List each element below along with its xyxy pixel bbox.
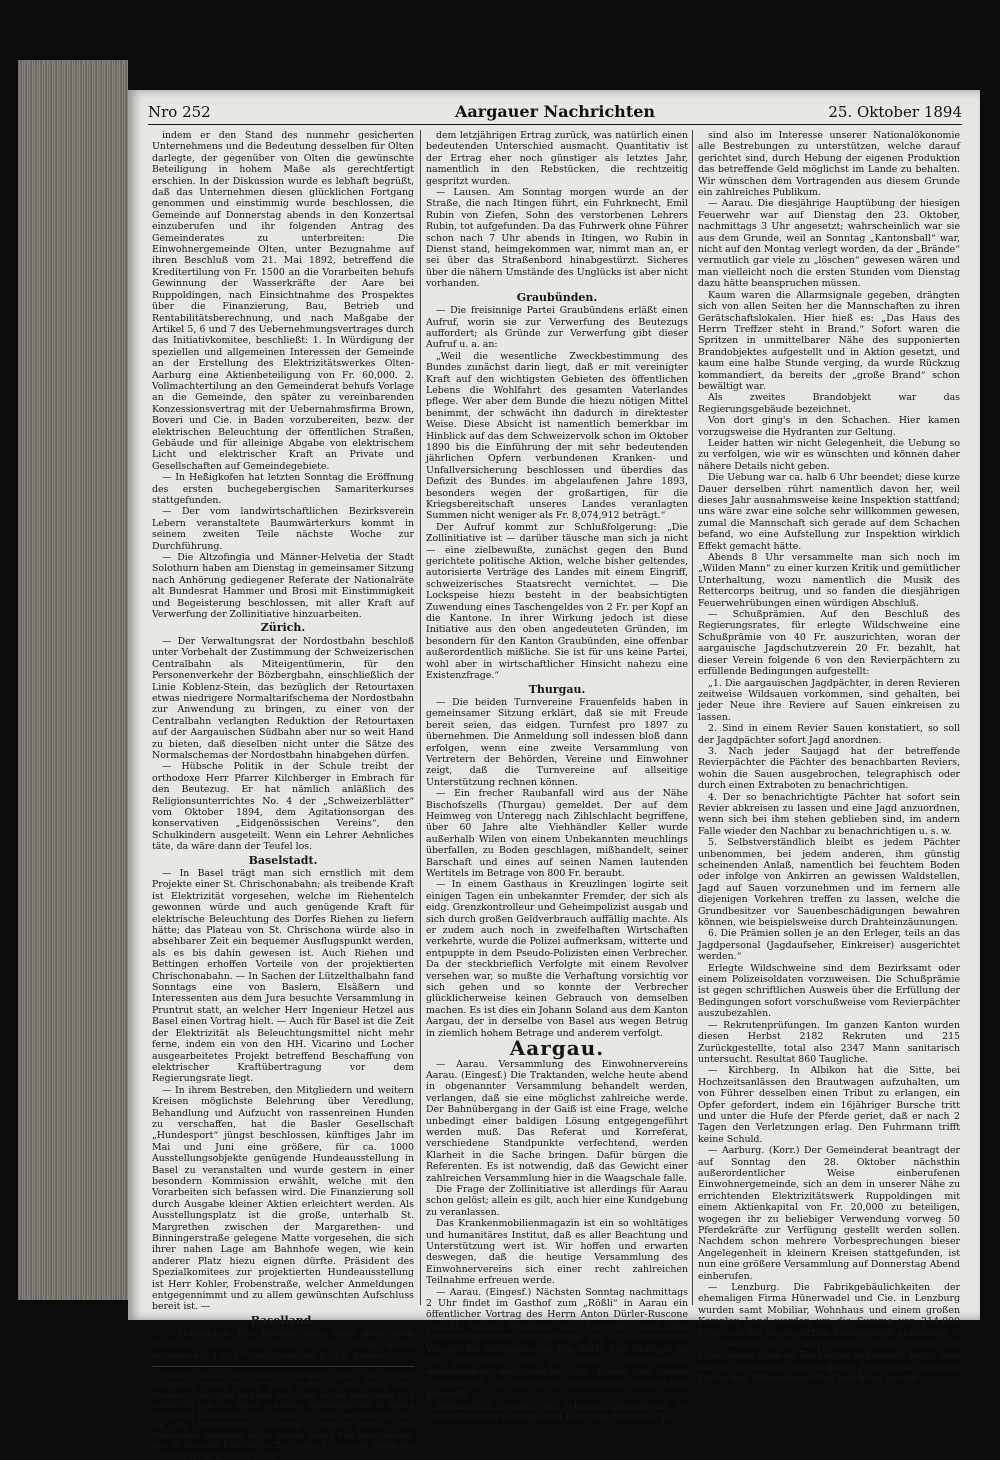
- article-paragraph: — Aarau. Die diesjährige Hauptübung der hiesigen Feuerwehr war auf Dienstag den 23. Oktober, nachmittags 3 Uhr angesetzt; wahrscheinlich war sie aus dem Grunde, weil an Sonntag „Kantonsball“ war, nicht auf den Montag verlegt worden, da der „Brände“ vermutlich gar viele zu „löschen“ gewesen wären und man vielleicht noch die ersten Stunden vom Dienstag dazu hätte beanspruchen müssen.: [698, 198, 960, 290]
- article-paragraph: — Reinach. In der Bierbrauerei Glaser erfolgte, als Frau Glaser eben im Kochherde angefeuert hatte, eine starke Detonation und ein ganze Feuermand zwischen Küche und Wohnzimmer flog krachend ausein-: [698, 1339, 960, 1385]
- article-paragraph: „Weil die wesentliche Zweckbestimmung des Bundes zunächst darin liegt, daß er mit vereinigter Kraft auf den wichtigsten Gebieten des öffentlichen Lebens die Wohlfahrt des gesamten Vaterlandes pflege. Wer aber dem Bunde die hiezu nötigen Mittel benimmt, der schwächt ihn dadurch in direktester Weise. Diese Absicht ist namentlich bemerkbar im Hinblick auf das dem Schweizervolk schon im Oktober 1890 bis die Einführung der mit sehr bedeutenden jährlichen Opfern verbundenen Kranken- und Unfallversicherung beschlossen und überdies das Defizit des Bundes im abgelaufenen Jahre 1893, besonders wegen der großartigen, für die Kriegsbereitschaft unseres Landes veranlagten Summen nicht weniger als Fr. 8,074,912 beträgt.“: [426, 350, 688, 522]
- article-paragraph: — Die Altzofingia und Männer-Helvetia der Stadt Solothurn haben am Dienstag in gemeinsamer Sitzung nach Anhörung gediegener Referate der Nationalräte alt Bundesrat Hammer und Brosi mit Einstimmigkeit und Begeisterung beschlossen, mit aller Kraft auf Verwerfung der Zollinitiative hinzuarbeiten.: [152, 552, 414, 621]
- article-paragraph: — Lenzburg. Die Fabrikgebäulichkeiten der ehemaligen Firma Hünerwadel und Cie. in Lenzburg wurden samt Mobiliar, Wohnhaus und einem großen Komplex Land worden um die Summe von 214,000 Frkn. von der aargauischen Kreditanstalt erstanden.: [698, 1282, 960, 1339]
- column-rule-2: [692, 130, 693, 1305]
- article-paragraph: 6. Die Prämien sollen je an den Erleger, teils an das Jagdpersonal (Jagdaufseher, Einkreiser) ausgerichtet werden.“: [698, 928, 960, 963]
- article-paragraph: Die Frage der Zollinitiative ist allerdings für Aarau schon gelöst; allein es gilt, auch hier eine Kundgebung zu veranlassen.: [426, 1183, 688, 1218]
- article-paragraph: dem letzjährigen Ertrag zurück, was natürlich einen bedeutenden Unterschied ausmacht. Quantitativ ist der Ertrag eher noch günstiger als letztes Jahr, namentlich in den Rebstücken, die rechtzeitig gespritzt wurden.: [426, 130, 688, 187]
- column-2: [426, 130, 688, 1424]
- newspaper-title: Aargauer Nachrichten: [454, 102, 656, 121]
- article-paragraph: Der Aufruf kommt zur Schlußfolgerung: „Die Zollinitiative ist — darüber täusche man sich ja nicht — eine zielbewußte, zunächst gegen den Bund gerichtete politische Aktion, welche bisher geltendes, autorisierte Verträge des Landes mit einem Eingriff, schweizerisches Staatsrecht vernichtet. — Die Lockspeise hiezu besteht in der beabsichtigten Zuwendung eines Taschengeldes von 2 Fr. per Kopf an die Kantone. In ihrer Wirkung jedoch ist diese Initiative aus den oben angedeuteten Gründen, im besondern für den Kanton Graubünden, eine offenbar außerordentlich mißliche. Sie ist für uns keine Partei, wohl aber in wirtschaftlicher Hinsicht nahezu eine Existenzfrage.“: [426, 521, 688, 682]
- article-paragraph: — In einem Gasthaus in Kreuzlingen logirte seit einigen Tagen ein unbekannter Fremder, der sich als eidg. Grenzkontrolleur und Geheimpolizist ausgab und sich durch großen Geldverbrauch auffällig machte. Als er zudem auch noch in zweifelhaften Wirtschaften verkehrte, wurde die Polizei aufmerksam, witterte und entpuppte in dem Pseudo-Polizisten einen Verbrecher. Da der steckbrieflich Verfolgte mit einem Revolver versehen war, so mußte die Verhaftung vorsichtig vor sich gehen und so konnte der Verbrecher glücklicherweise keinen Gebrauch von demselben machen. Es ist dies ein Johann Soland aus dem Kanton Aargau, der in derselbe von Basel aus wegen Betrug in ziemlich hohem Betrage und anderem verfolgt.: [426, 879, 688, 1039]
- page-number: Nro 252: [148, 103, 211, 121]
- section-heading-aargau: Aargau.: [509, 1036, 605, 1061]
- article-paragraph: — Der Verwaltungsrat der Nordostbahn beschloß unter Vorbehalt der Zustimmung der Schweizerischen Centralbahn als Miteigentümerin, für den Personenverkehr der Bözbergbahn, einschließlich der Linie Koblenz-Stein, das bezüglich der Retourtaxen etwas niedrigere Normaltarifschema der Nordostbahn zur Anwendung zu bringen, zu einer von der Centralbahn verlangten Reduktion der Retourtaxen auf der Aargauischen Südbahn aber nur so weit Hand zu bieten, daß dieselben nicht unter die Sätze des Normalschemas der Nordostbahn hinabgehen dürfen.: [152, 635, 414, 761]
- newspaper-page: [128, 90, 980, 1460]
- article-paragraph: Das Krankenmobilienmagazin ist ein so wohltätiges und humanitäres Institut, daß es aller Beachtung und Unterstützung wert ist. Wir hoffen und erwarten deswegen, daß die heutige Versammlung des Einwohnervereins sich einer recht zahlreichen Teilnahme erfreuen werde.: [426, 1218, 688, 1287]
- article-paragraph: 2. Sind in einem Revier Sauen konstatiert, so soll der Jagdpächter sofort Jagd anordnen.: [698, 723, 960, 746]
- column-1: [152, 130, 414, 1460]
- article-paragraph: — In ihrem Bestreben, den Mitgliedern und weitern Kreisen möglichste Belehrung über Veredlung, Behandlung und Aufzucht von rassenreinen Hunden zu verschaffen, hat die Basler Gesellschaft „Hundesport“ jüngst beschlossen, künftiges Jahr im Mai und Juni eine größere, für ca. 1000 Ausstellungsobjekte genügende Hundeausstellung in Basel zu veranstalten und wurde gestern in einer besondern Kommission erwählt, welche mit den Vorarbeiten sich befassen wird. Die Finanzierung soll durch Ausgabe kleiner Aktien erleichtert werden. Als Ausstellungsplatz ist die große, unterhalb St. Margrethen zwischen der Margarethen- und Binningerstraße gelegene Matte vorgesehen, die sich ihrer nahen Lage am Bahnhofe wegen, wie kein anderer Platz hiezu eignen dürfte. Präsident des Spezialkomitees zur projektierten Hundeausstellung ist Herr Kohler, Frobenstraße, welcher Anmeldungen entgegennimmt und zu allem gewünschten Aufschluss bereit ist. —: [152, 1084, 414, 1313]
- feuilleton-divider: [152, 1366, 414, 1367]
- section-heading-baselland: Baselland.: [250, 1313, 316, 1327]
- article-paragraph: Bekanntlich bezieht die Schweiz fortwährend für große Summen Geflügel und Eier vom Auslande. Es: [426, 1400, 688, 1424]
- section-heading-baselstadt: Baselstadt.: [248, 853, 318, 867]
- article-paragraph: indem er den Stand des nunmehr gesicherten Unternehmens und die Bedeutung desselben für Olten darlegte, der gegenüber von Olten die gewünschte Beteiligung in hohem Maße als gerechtfertigt erschien. In der Diskussion wurde es lebhaft begrüßt, daß das Unternehmen diesen glücklichen Fortgang genommen und einstimmig wurde beschlossen, die Gemeinde auf Donnerstag abends in den Konzertsal einzuberufen und ihr folgenden Antrag des Gemeinderates zu unterbreiten: Die Einwohnergemeinde Olten, unter Bezugnahme auf ihren Beschluß vom 21. Mai 1892, betreffend die Kreditertilung von Fr. 1500 an die Vorarbeiten behufs Gewinnung der Wasserkräfte der Aare bei Ruppoldingen, nach Einsichtnahme des Prospektes über die Finanzierung, Bau, Betrieb und Rentabilitätsberechnung, und nach Maßgabe der Artikel 5, 6 und 7 des Uebernehmungsvertrages durch das Initiativkomitee, beschließt: 1. In Würdigung der speziellen und allgemeinen Interessen der Gemeinde an der Erstellung des Elektrizitätswerkes Olten-Aarburg eine Aktienbeteiligung von Fr. 60,000. 2. Vollmachtertilung an den Gemeinderat behufs Vorlage an die Gemeinde, den später zu vereinbarenden Konzessionsvertrag mit der Uebernahmsfirma Brown, Boveri und Cie. in Baden vorzubereiten, bezw. der elektrischen Beleuchtung der öffentlichen Straßen, Gebäude und für alleinige Abgabe von elektrischem Licht und elektrischer Kraft an Private und Gesellschaften auf Gemeindegebiete.: [152, 130, 414, 472]
- article-paragraph: — Aarau. Versammlung des Einwohnervereins Aarau. (Eingesf.) Die Traktanden, welche heute abend in obgenannter Versammlung behandelt werden, verlangen, daß sie eine möglichst zahlreiche werde. Der Bahnübergang in der Gaiß ist eine Frage, welche unbedingt einer baldigen Lösung entgegengeführt werden muß. Das Referat und Korreferat, verschiedene Standpunkte verfechtend, werden Klarheit in die Sache bringen. Dafür bürgen die Referenten. Es ist notwendig, daß das Gewicht einer zahlreichen Versammlung hier in die Waagschale falle.: [426, 1058, 688, 1184]
- article-paragraph: — Die beiden Turnvereine Frauenfelds haben in gemeinsamer Sitzung erklärt, daß sie mit Freude bereit seien, das eidgen. Turnfest pro 1897 zu übernehmen. Die Anmeldung soll indessen bloß dann erfolgen, wenn eine zweite Versammlung von Vertretern der Behörden, Vereine und Einwohner zeigt, daß die Turnvereine auf allseitige Unterstützung rechnen können.: [426, 696, 688, 788]
- book-spine-edge: [18, 60, 128, 1300]
- page-header: [148, 100, 962, 125]
- article-paragraph: Leider hatten wir nicht Gelegenheit, die Uebung so zu verfolgen, wie wir es wünschten und können daher nähere Details nicht geben.: [698, 437, 960, 472]
- article-paragraph: — Aarau. (Eingesf.) Nächsten Sonntag nachmittags 2 Uhr findet im Gasthof zum „Rößli“ in Aarau ein öffentlicher Vortrag des Herrn Anton Dürler-Ruscone von St. Gallen, Redaktor der „Tierwelt“, statt über Nutzgeflügelzucht, im Auftrage des schweizerischen Vereins für Geflügelzucht. Die Zucht von Geflügel ist für jedermann und es werden Interessenten, insbesondere auch solche vom Lande, auf diese Gelegenheit zur Belehrung gebührend aufmerksam gemacht.: [426, 1286, 688, 1401]
- article-paragraph: — In Heßigkofen hat letzten Sonntag die Eröffnung des ersten buchegebergischen Samariterkurses stattgefunden.: [152, 472, 414, 506]
- article-paragraph: Von dort ging's in den Schachen. Hier kamen vorzugsweise die Hydranten zur Geltung.: [698, 415, 960, 438]
- article-paragraph: — Kirchberg. In Albikon hat die Sitte, bei Hochzeitsanlässen den Brautwagen aufzuhalten, um von Führer desselben einen Tribut zu erlangen, ein Opfer gefordert, indem ein 16jähriger Bursche tritt und unter die Hufe der Pferde geriet, daß er nach 2 Tagen den Verletzungen erlag. Den Fuhrmann trifft keine Schuld.: [698, 1065, 960, 1145]
- feuilleton-text: standen und als die Hände geschüttelt hatten, ging sie die steinernen Stufen hinauf. Dabei raffte sie den Saum ihres Kleides in die Höhe und ließ mich zum ersten Male ihren Fuß sehen. Es war ein feiner, schmaler Damenfuß, der in einem eleganten Lackstiefelchen steckte. Es war merkwürdig, daß ich im Aussehreiten, nachdem Leopold Hülsler das Verbrechen begangen hatte, gerade diesen Fuß sehen mußte. Das ist derselbe Fuß, deffen Zeichnung ich bei den Akten des Untersuchungsprozesses habe.: [152, 1370, 414, 1460]
- article-paragraph: — Rekrutenprüfungen. Im ganzen Kanton wurden diesen Herbst 2182 Rekruten und 215 Zurückgestellte, total also 2347 Mann sanitarisch untersucht. Resultat 860 Taugliche.: [698, 1019, 960, 1065]
- article-paragraph: „1. Die aargauischen Jagdpächter, in deren Revieren zeitweise Wildsauen vorkommen, sind gehalten, bei jeder Neue ihre Reviere auf Sauen einkreisen zu lassen.: [698, 677, 960, 723]
- article-paragraph: — Maisprach. Der hiesige neue Rote zieht nach Oechslin 78—80°, der Weiße 62—65°. Damit bleibt ersterer mit 15—17°, letzterer mit 8—10° hinter: [152, 1328, 414, 1363]
- article-paragraph: 5. Selbstverständlich bleibt es jedem Pächter unbenommen, bei jedem anderen, ihm günstig scheinenden Anlaß, namentlich bei feuchtem Boden oder infolge von Ankirren an gewissen Waldstellen, Jagd auf Sauen vorzunehmen und im fernern alle diejenigen Vorkehren treffen zu lassen, welche die Grundbesitzer vor Sauenbeschädigungen bewahren können, wie beispielsweise durch Drahteinzäunungen.: [698, 837, 960, 929]
- article-paragraph: — Der vom landwirtschaftlichen Bezirksverein Lebern veranstaltete Baumwärterkurs kommt in seinem zweiten Teile nächste Woche zur Durchführung.: [152, 506, 414, 552]
- article-paragraph: — Hübsche Politik in der Schule treibt der orthodoxe Herr Pfarrer Kilchberger in Embrach für den Beutezug. Er hat nämlich anläßlich des Religionsunterrichtes No. 4 der „Schweizerblätter“ vom Oktober 1894, dem Agitationsorgan des konservativen „Eidgenössischen Vereins“, den Schulkindern ausgeteilt. Wenn ein Lehrer Aehnliches täte, da wäre dann der Teufel los.: [152, 761, 414, 853]
- article-paragraph: — Lausen. Am Sonntag morgen wurde an der Straße, die nach Itingen führt, ein Fuhrknecht, Emil Rubin von Ziefen, Sohn des verstorbenen Lehrers Rubin, tot aufgefunden. Da das Fuhrwerk ohne Führer schon nach 7 Uhr abends in Itingen, wo Rubin in Dienst stand, heimgekommen war, nimmt man an, er sei über das Straßenbord hinabgestürzt. Sicheres über die nähern Umstände des Unglücks ist aber nicht vorhanden.: [426, 187, 688, 290]
- article-paragraph: — Aarburg. (Korr.) Der Gemeinderat beantragt der auf Sonntag den 28. Oktober nächsthin außerordentlicher Weise einberufenen Einwohnergemeinde, sich an dem in unserer Nähe zu errichtenden Elektrizitätswerk Ruppoldingen mit einem Aktienkapital von Fr. 20,000 zu beteiligen, wogegen ihr zu beliebiger Verwendung vorweg 50 Pferdekräfte zur Verfügung gestellt werden sollen. Nachdem schon mehrere Vorbesprechungen bieser Angelegenheit in kleinern Kreisen stattgefunden, ist nun eine größere Versammlung auf Donnerstag Abend einberufen.: [698, 1145, 960, 1282]
- article-paragraph: — In Basel trägt man sich ernstlich mit dem Projekte einer St. Chrischonabahn; als treibende Kraft ist Elektrizität vorgesehen, welche im Riehentelch gewonnen würde und auch genügende Kraft für elektrische Beleuchtung des Dorfes Riehen zu liefern hätte; das Plateau von St. Chrischona würde also in absehbarer Zeit ein bequemer Ausflugspunkt werden, als es bis dahin gewesen ist. Auch Riehen und Bettingen erhoffen Vorteile von der projektierten Chrischonabahn. — In Sachen der Lützelthalbahn fand Sonntags eine von Baslern, Elsäßern und Interessenten aus dem Jura besuchte Versammlung in Pruntrut statt, an welcher Herr Ingenieur Hetzel aus Basel einen Vortrag hielt. — Auch für Basel ist die Zeit der Elektrizität als Beleuchtungsmittel nicht mehr ferne, indem ein von den HH. Vicarino und Locher ausgearbeitetes Projekt betreffend Beschaffung von elektrischer Kraftübertragung vor dem Regierungsrate liegt.: [152, 868, 414, 1085]
- article-paragraph: — Die freisinnige Partei Graubündens erläßt einen Aufruf, worin sie zur Verwerfung des Beutezugs auffordert; als Gründe zur Verwerfung gibt dieser Aufruf u. a. an:: [426, 305, 688, 351]
- section-heading-thurgau: Thurgau.: [528, 682, 586, 696]
- article-paragraph: Erlegte Wildschweine sind dem Bezirksamt oder einem Polizeisoldaten vorzuweisen. Die Schußprämie ist gegen schriftlichen Ausweis über die Erfüllung der Bedingungen sofort vorschußweise vom Revierpächter auszubezahlen.: [698, 962, 960, 1020]
- article-paragraph: sind also im Interesse unserer Nationalökonomie alle Bestrebungen zu unterstützen, welche darauf gerichtet sind, durch Hebung der eigenen Produktion das betreffende Geld möglichst im Lande zu behalten. Wir wünschen dem Vortragenden aus diesem Grunde ein zahlreiches Publikum.: [698, 130, 960, 199]
- article-paragraph: Als zweites Brandobjekt war das Regierungsgebäude bezeichnet.: [698, 392, 960, 415]
- article-paragraph: Abends 8 Uhr versammelte man sich noch im „Wilden Mann“ zu einer kurzen Kritik und gemütlicher Unterhaltung, wozu namentlich die Musik des Rettercorps beitrug, und so fanden die diesjährigen Feuerwehrübungen einen würdigen Abschluß.: [698, 552, 960, 609]
- article-paragraph: Kaum waren die Allarmsignale gegeben, drängten sich von allen Seiten her die Mannschaften zu ihren Gerätschaftslokalen. Hier hieß es: „Das Haus des Herrn Treffzer steht in Brand.“ Sofort waren die Spritzen in unmittelbarer Nähe des supponierten Brandobjektes aufgestellt und in Aktion gesetzt, und kaum eine halbe Stunde verging, da wurde Rückzug kommandiert, da bereits der „große Brand“ schon bewältigt war.: [698, 289, 960, 392]
- section-heading-graubuenden: Graubünden.: [516, 290, 598, 304]
- article-paragraph: 3. Nach jeder Saujagd hat der betreffende Revierpächter die Pächter des benachbarten Reviers, wohin die Sauen ausgebrochen, telegraphisch oder durch einen Extraboten zu benachrichtigen.: [698, 745, 960, 792]
- column-3: [698, 130, 960, 1385]
- section-heading-zurich: Zürich.: [260, 621, 306, 635]
- issue-date: 25. Oktober 1894: [828, 103, 962, 121]
- article-paragraph: 4. Der so benachrichtigte Pächter hat sofort sein Revier abkreisen zu lassen und eine Jagd anzuordnen, wenn sich bei ihm stehen geblieben sind, im andern Falle wieder den Nachbar zu benachrichtigen u. s. w.: [698, 791, 960, 837]
- article-paragraph: — Schußprämien. Auf den Beschluß des Regierungsrates, für erlegte Wildschweine eine Schußprämie von 40 Fr. auszurichten, woran der aargauische Jagdschutzverein 20 Fr. bezahlt, hat dieser Verein folgende 6 von den Revierpächtern zu erfüllende Bedingungen aufgestellt:: [698, 609, 960, 678]
- article-paragraph: — Ein frecher Raubanfall wird aus der Nähe Bischofszells (Thurgau) gemeldet. Der auf dem Heimweg von Unteregg nach Zihlschlacht begriffene, über 60 Jahre alte Viehhändler Keller wurde außerhalb Wilen von einem Unbekannten meuchlings überfallen, zu Boden geschlagen, mißhandelt, seiner Barschaft und eines auf seinen Namen lautenden Wertitels im Betrage von 800 Fr. beraubt.: [426, 788, 688, 879]
- column-rule-1: [420, 130, 421, 1305]
- article-paragraph: Die Uebung war ca. halb 6 Uhr beendet; diese kurze Dauer derselben rührt namentlich davon her, weil dieses Jahr ausnahmsweise keine Inspektion stattfand; uns wäre zwar eine solche sehr willkommen gewesen, zumal die Mannschaft sich gerade auf dem Schachen befand, wo eine Aufstellung zur Inspektion wirklich Effekt gemacht hätte.: [698, 472, 960, 552]
